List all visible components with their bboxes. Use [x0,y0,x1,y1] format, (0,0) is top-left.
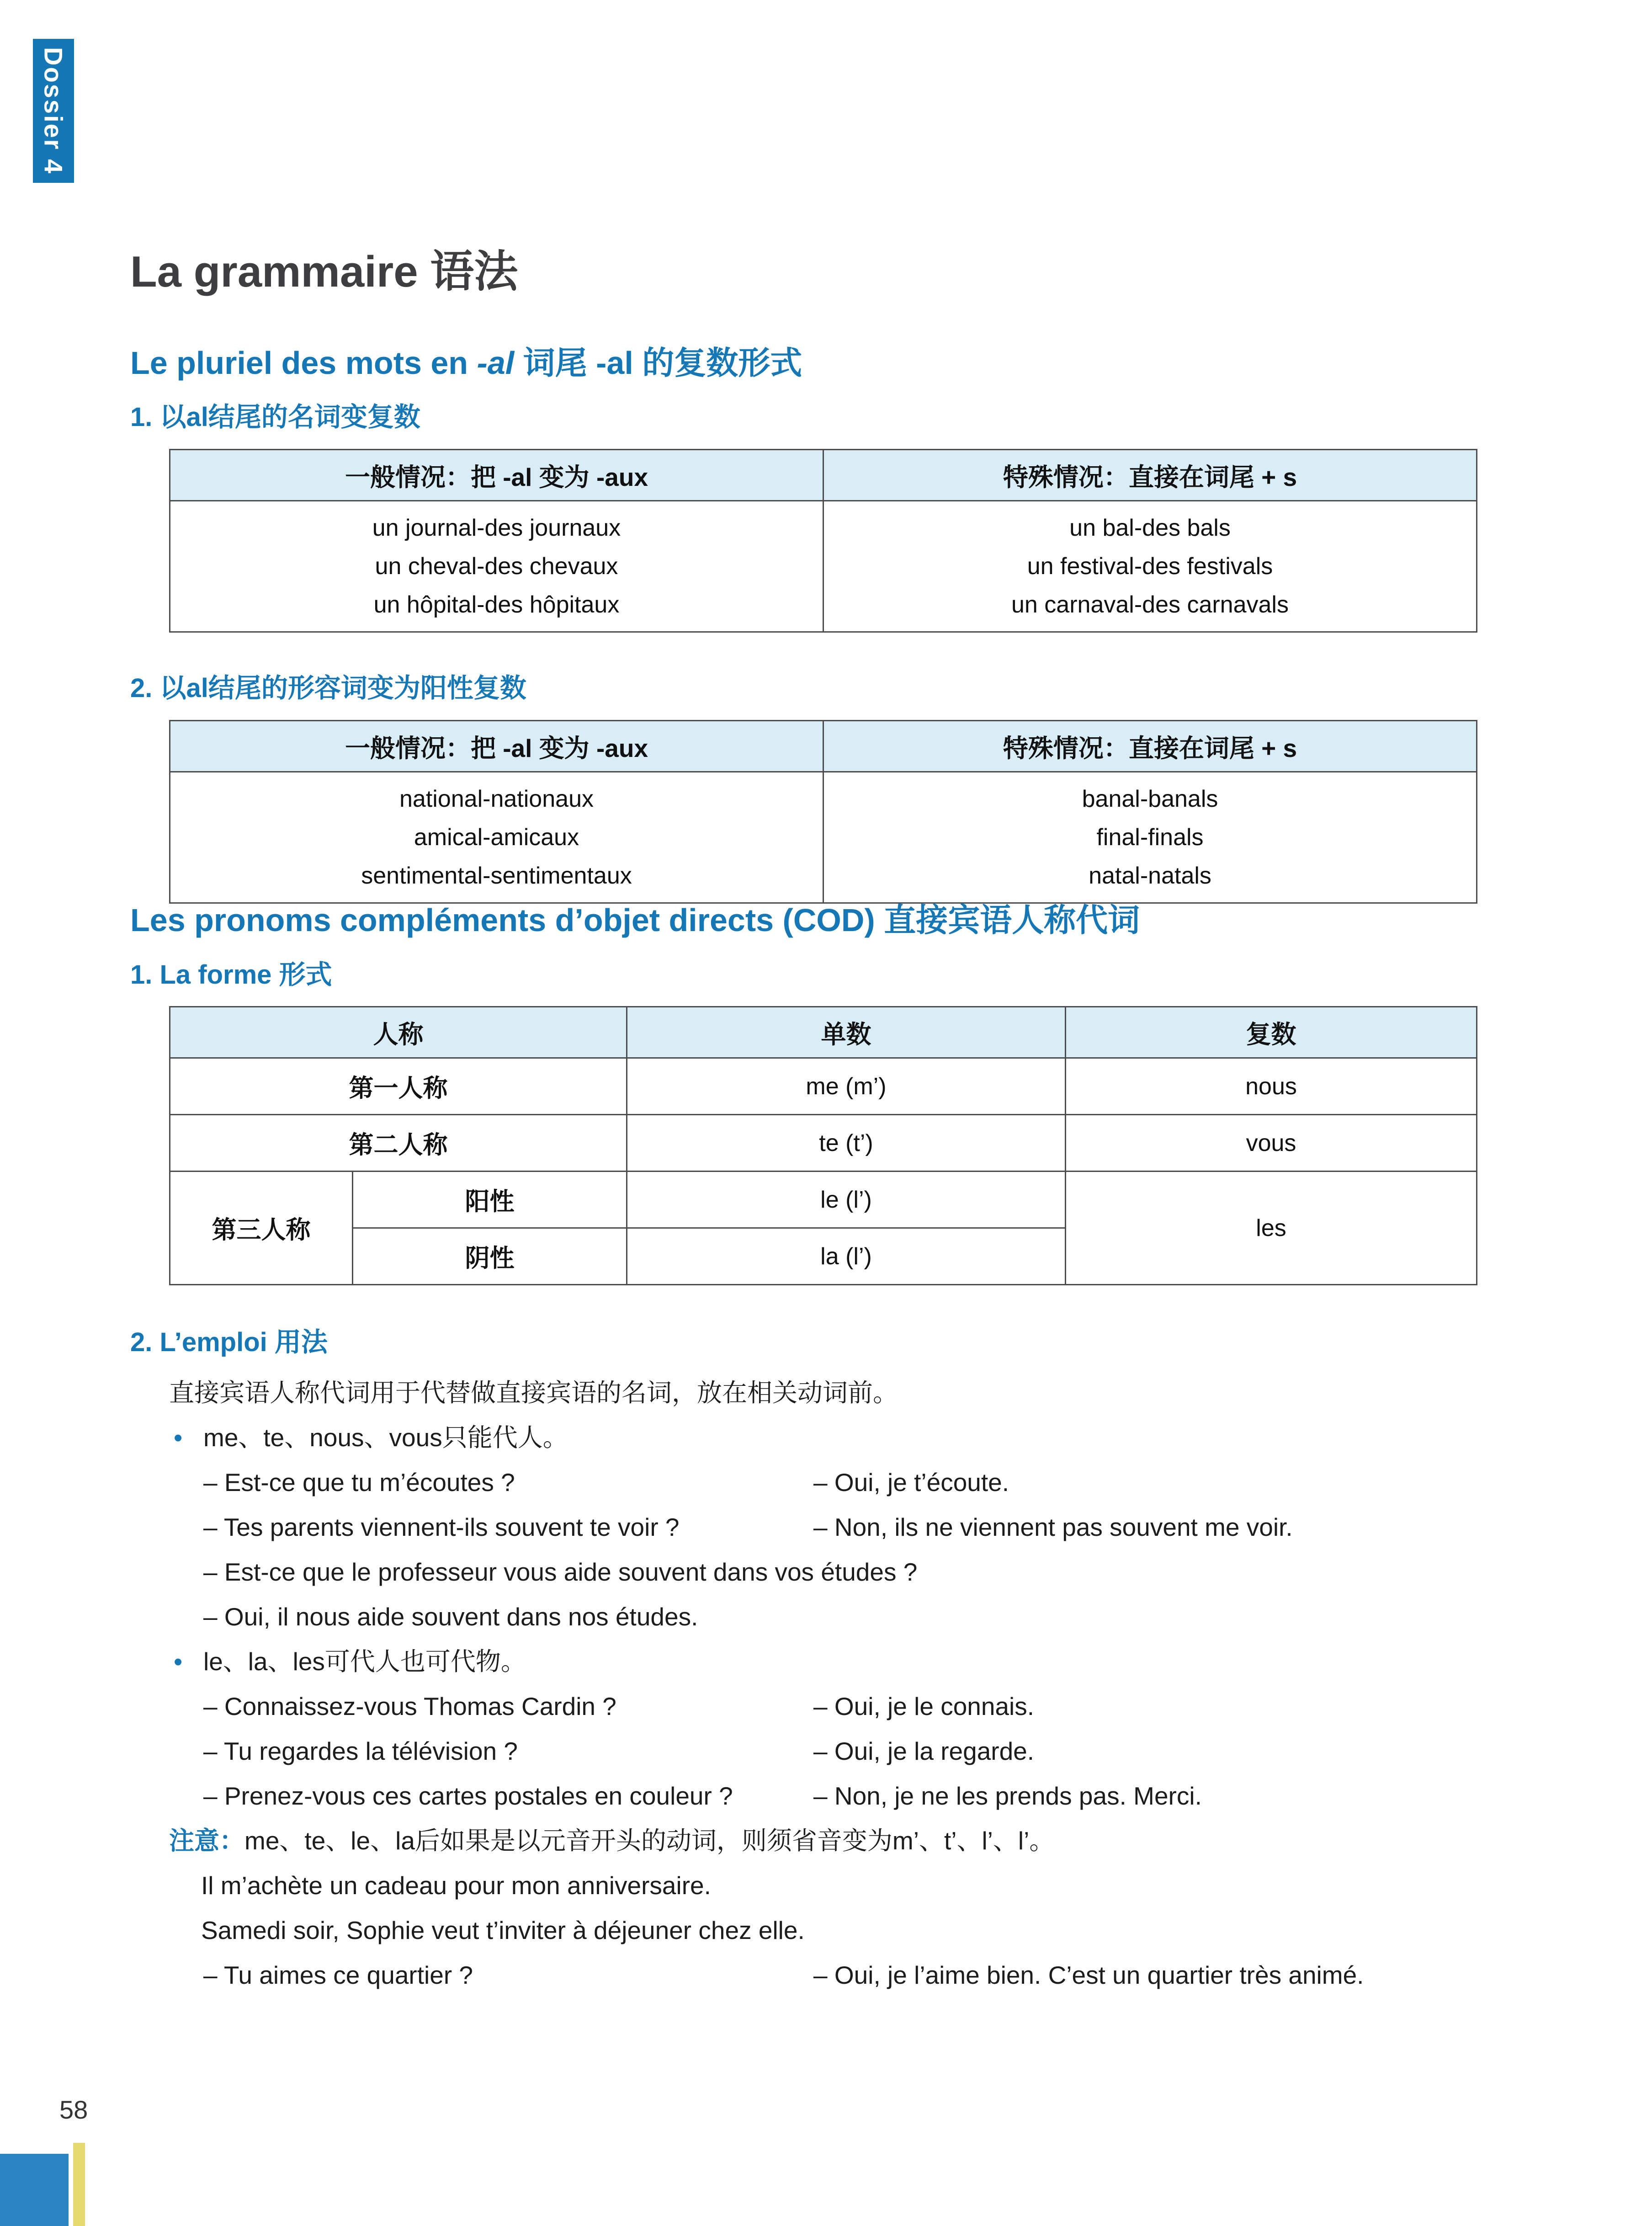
cell-person: 第三人称 [170,1172,353,1285]
cell-special-examples [823,501,1477,632]
header-special-case: 特殊情况：直接在词尾 + s [823,721,1477,772]
answer-text: – Non, ils ne viennent pas souvent me voir. [813,1513,1293,1542]
bullet-icon: • [174,1647,183,1676]
example-qa-row [203,1468,1476,1496]
note-row [169,1827,1476,1855]
example-line: un hôpital-des hôpitaux [373,591,620,618]
dossier-tab [33,39,74,183]
cell-singular: le (l’) [627,1172,1066,1228]
heading-em: -al [477,345,515,381]
example-line: un journal-des journaux [372,515,621,542]
example-qa-row [203,1737,1476,1765]
cell-person: 第二人称 [170,1115,627,1172]
example-line: banal-banals [1082,786,1218,813]
dossier-label: Dossier 4 [39,47,68,175]
table-row-second-person [170,1115,1477,1172]
example-line: final-finals [1096,824,1204,851]
subheading-adjectives: 2. 以al结尾的形容词变为阳性复数 [130,673,526,703]
question-text: – Tes parents viennent-ils souvent te voir ? [203,1513,680,1542]
example-line: un cheval-des chevaux [375,553,618,580]
note-text: me、te、le、la后如果是以元音开头的动词，则须省音变为m’、t’、l’、l’。 [244,1827,1055,1855]
page-number: 58 [59,2095,88,2124]
example-qa-row [203,1961,1476,1989]
cell-person: 第一人称 [170,1058,627,1115]
table-row-third-person-masc [170,1172,1477,1228]
table-header-row [170,1007,1477,1058]
example-line: un bal-des bals [1069,515,1231,542]
table-row-first-person [170,1058,1477,1115]
heading-pre: Le pluriel des mots en [130,345,477,381]
question-text: – Tu aimes ce quartier ? [203,1961,473,1990]
emploi-intro: 直接宾语人称代词用于代替做直接宾语的名词，放在相关动词前。 [169,1379,898,1407]
example-qa-row [203,1782,1476,1810]
example-qa-row [203,1692,1476,1720]
bullet-text: le、la、les可代人也可代物。 [203,1647,526,1676]
cod-form-table [169,1006,1477,1285]
note-example-line: Il m’achète un cadeau pour mon anniversaire. [201,1871,711,1900]
question-text: – Oui, il nous aide souvent dans nos études. [203,1603,698,1631]
example-line: un carnaval-des carnavals [1011,591,1289,618]
cell-singular: te (t’) [627,1115,1066,1172]
answer-text: – Oui, je t’écoute. [813,1468,1009,1497]
cell-singular: la (l’) [627,1228,1066,1285]
table-header-row [170,450,1477,501]
header-general-case: 一般情况：把 -al 变为 -aux [170,450,823,501]
cell-gender-masc: 阳性 [353,1172,627,1228]
heading-post: 词尾 -al 的复数形式 [514,345,802,381]
plural-adjectives-table [169,720,1477,904]
answer-text: – Oui, je l’aime bien. C’est un quartier très animé. [813,1961,1364,1990]
subheading-nouns: 1. 以al结尾的名词变复数 [130,402,420,432]
example-qa-row [203,1603,1476,1631]
bullet-item-things [174,1647,1476,1676]
example-line: amical-amicaux [414,824,579,851]
bullet-item-personal [174,1423,1476,1452]
cell-gender-fem: 阴性 [353,1228,627,1285]
header-special-case: 特殊情况：直接在词尾 + s [823,450,1477,501]
answer-text: – Oui, je le connais. [813,1692,1035,1721]
cell-singular: me (m’) [627,1058,1066,1115]
cell-special-examples [823,772,1477,903]
corner-yellow-decoration [73,2143,85,2226]
plural-nouns-table [169,449,1477,633]
example-qa-row [203,1558,1476,1586]
cell-plural: nous [1066,1058,1477,1115]
example-line: national-nationaux [399,786,594,813]
question-text: – Connaissez-vous Thomas Cardin ? [203,1692,616,1721]
question-text: – Est-ce que le professeur vous aide souvent dans vos études ? [203,1558,918,1587]
table-body-row [170,772,1477,903]
note-label: 注意： [169,1827,245,1855]
header-person: 人称 [170,1007,627,1058]
cell-plural: les [1066,1172,1477,1285]
page-title: La grammaire 语法 [130,247,518,296]
section-plural-heading [130,346,1476,380]
header-plural: 复数 [1066,1007,1477,1058]
example-line: sentimental-sentimentaux [361,863,632,889]
header-singular: 单数 [627,1007,1066,1058]
corner-blue-decoration [0,2154,69,2226]
question-text: – Tu regardes la télévision ? [203,1737,518,1766]
header-general-case: 一般情况：把 -al 变为 -aux [170,721,823,772]
question-text: – Prenez-vous ces cartes postales en couleur ? [203,1782,733,1811]
table-header-row [170,721,1477,772]
cell-plural: vous [1066,1115,1477,1172]
subheading-forme: 1. La forme 形式 [130,959,332,990]
section-cod-heading: Les pronoms compléments d’objet directs (COD) 直接宾语人称代词 [130,902,1140,938]
question-text: – Est-ce que tu m’écoutes ? [203,1468,515,1497]
bullet-text: me、te、nous、vous只能代人。 [203,1423,568,1452]
example-line: un festival-des festivals [1027,553,1273,580]
cell-general-examples [170,501,823,632]
cell-general-examples [170,772,823,903]
answer-text: – Non, je ne les prends pas. Merci. [813,1782,1202,1811]
table-body-row [170,501,1477,632]
subheading-emploi: 2. L’emploi 用法 [130,1327,328,1358]
answer-text: – Oui, je la regarde. [813,1737,1035,1766]
example-qa-row [203,1513,1476,1541]
example-line: natal-natals [1089,863,1211,889]
bullet-icon: • [174,1423,183,1452]
note-example-line: Samedi soir, Sophie veut t’inviter à déjeuner chez elle. [201,1916,805,1945]
